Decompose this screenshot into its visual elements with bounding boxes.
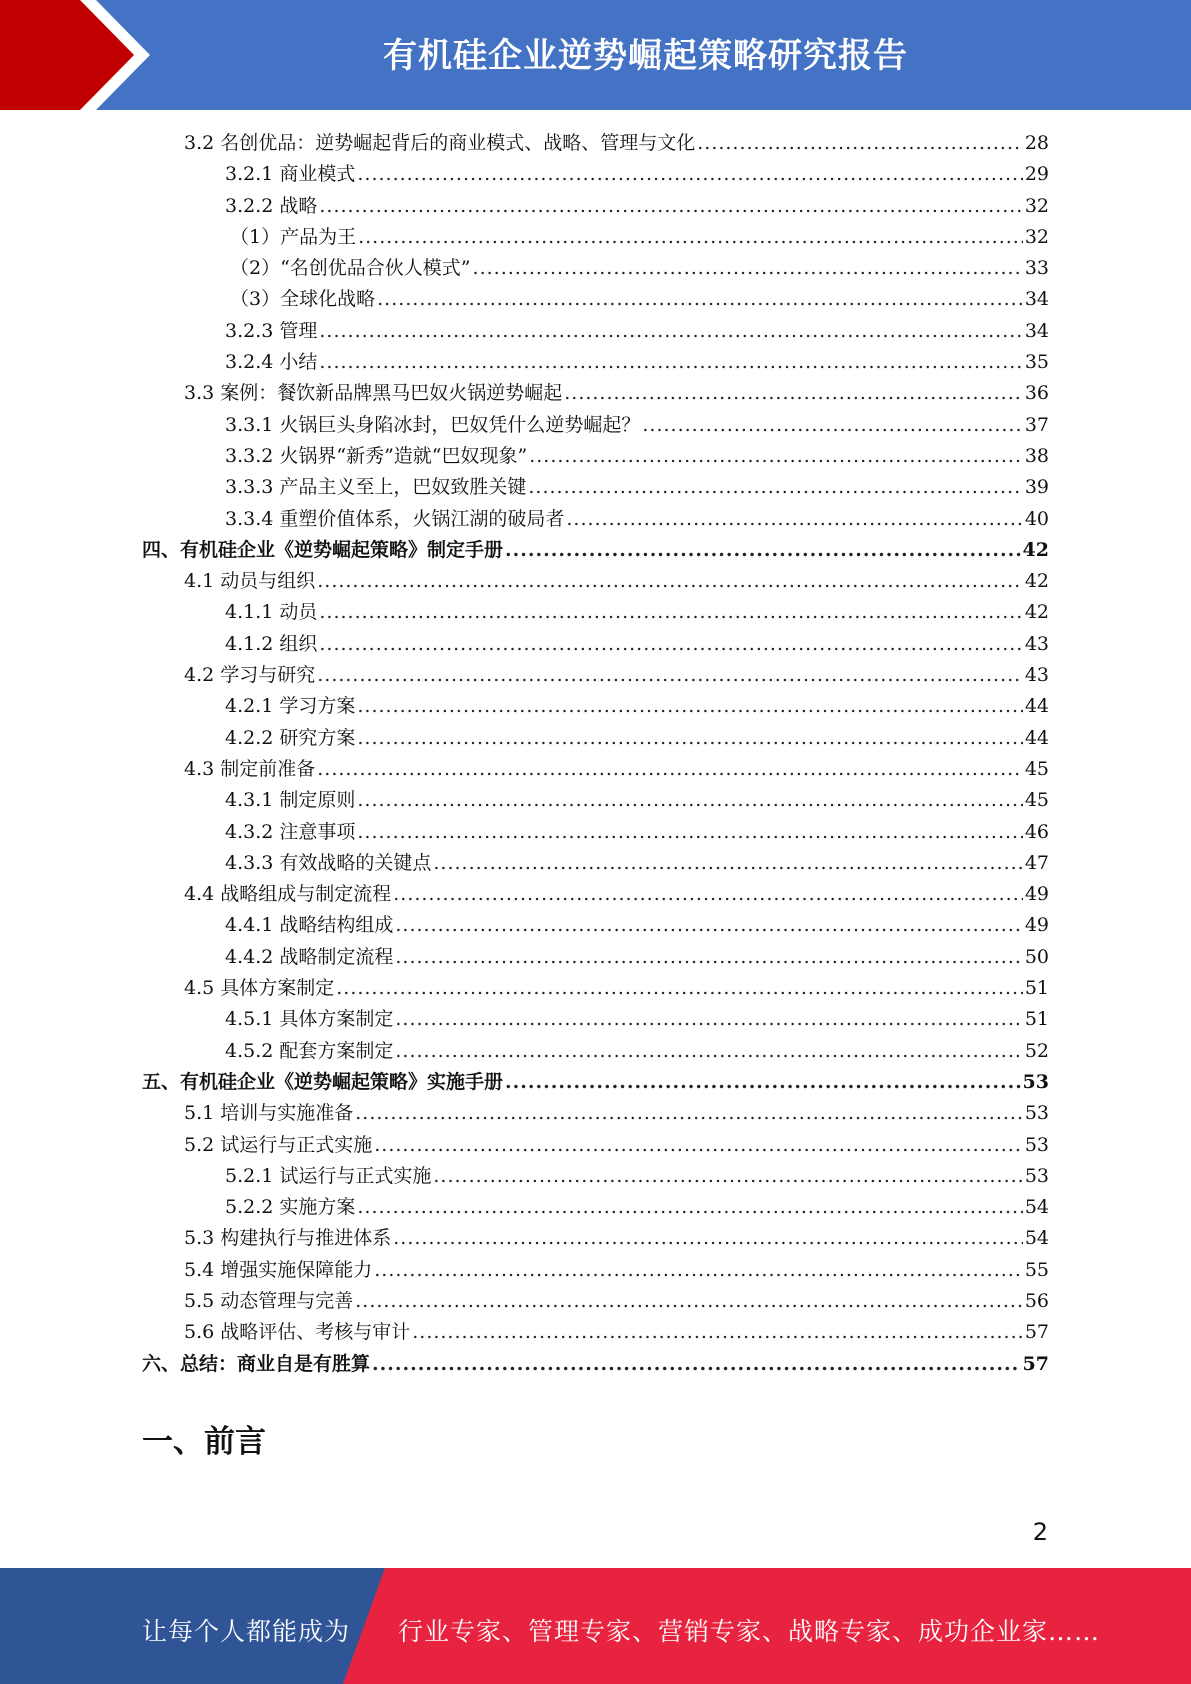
toc-dot-leader <box>395 910 1022 941</box>
toc-dot-leader <box>319 316 1022 347</box>
toc-entry-title: 有效战略的关键点 <box>279 851 432 874</box>
toc-entry-page: 52 <box>1024 1039 1049 1062</box>
toc-entry-page: 53 <box>1022 1070 1049 1093</box>
toc-dot-leader <box>317 566 1023 597</box>
toc-dot-leader <box>393 1223 1023 1254</box>
toc-entry-page: 29 <box>1024 163 1049 186</box>
toc-dot-leader <box>357 723 1022 754</box>
toc-entry-title: 火锅界“新秀”造就“巴奴现象” <box>279 444 528 467</box>
toc-dot-leader <box>336 973 1023 1004</box>
toc-entry-page: 42 <box>1024 570 1049 593</box>
toc-entry-page: 28 <box>1024 132 1049 154</box>
toc-entry-number: 5.2 <box>184 1133 215 1156</box>
toc-entry-page: 32 <box>1024 225 1049 248</box>
toc-dot-leader <box>357 785 1022 816</box>
toc-entry-number: 3.2.4 <box>225 351 274 374</box>
toc-entry[interactable] <box>142 597 1049 628</box>
toc-entry-number: 3.3.4 <box>225 507 274 530</box>
toc-entry-number: 3.2 <box>184 132 215 154</box>
toc-entry-title: 试运行与正式实施 <box>279 1164 432 1187</box>
toc-entry[interactable] <box>142 1067 1049 1098</box>
toc-entry-title: 组织 <box>279 632 318 655</box>
toc-entry[interactable] <box>142 504 1049 535</box>
toc-entry[interactable] <box>142 1130 1049 1161</box>
toc-entry[interactable] <box>142 1286 1049 1317</box>
toc-entry-page: 44 <box>1024 726 1049 749</box>
toc-entry-number: 4.1.2 <box>225 632 274 655</box>
toc-entry-number: 3.2.1 <box>225 163 274 186</box>
toc-dot-leader <box>357 817 1022 848</box>
table-of-contents <box>142 128 1049 1380</box>
footer-slogan-right: 行业专家、管理专家、营销专家、战略专家、成功企业家…… <box>398 1617 1101 1646</box>
toc-entry-page: 34 <box>1024 288 1049 311</box>
toc-entry-title: 培训与实施准备 <box>220 1102 354 1125</box>
toc-dot-leader <box>372 1349 1021 1380</box>
toc-entry[interactable] <box>142 253 1049 284</box>
toc-entry-page: 36 <box>1024 382 1049 405</box>
toc-entry[interactable] <box>142 441 1049 472</box>
toc-entry[interactable] <box>142 691 1049 722</box>
toc-entry[interactable] <box>142 191 1049 222</box>
toc-entry-page: 51 <box>1024 1008 1049 1031</box>
toc-entry-number: 4.1 <box>184 570 215 593</box>
report-title: 有机硅企业逆势崛起策略研究报告 <box>383 36 908 76</box>
toc-entry-number: 4.5.2 <box>225 1039 274 1062</box>
toc-entry-title: 注意事项 <box>279 820 356 843</box>
toc-entry-page: 56 <box>1024 1289 1049 1312</box>
toc-entry-title: 管理 <box>279 319 318 342</box>
toc-dot-leader <box>355 1098 1023 1129</box>
toc-entry-number: 4.5.1 <box>225 1008 274 1031</box>
toc-entry-title: 五、有机硅企业《逆势崛起策略》实施手册 <box>142 1070 504 1093</box>
toc-entry[interactable] <box>142 566 1049 597</box>
toc-entry-page: 38 <box>1024 444 1049 467</box>
toc-dot-leader <box>358 222 1023 253</box>
toc-entry[interactable] <box>142 660 1049 691</box>
toc-entry-number: 5.4 <box>184 1258 215 1281</box>
toc-entry[interactable] <box>142 472 1049 503</box>
toc-entry-number: 3.2.2 <box>225 194 274 217</box>
toc-dot-leader <box>319 629 1022 660</box>
toc-entry[interactable] <box>142 284 1049 315</box>
toc-dot-leader <box>355 1286 1023 1317</box>
toc-entry-page: 57 <box>1024 1321 1049 1344</box>
toc-entry-page: 57 <box>1022 1352 1049 1375</box>
toc-entry-number: 3.3.3 <box>225 476 274 499</box>
toc-entry-page: 49 <box>1024 883 1049 906</box>
toc-entry-number: 3.3 <box>184 382 215 405</box>
toc-dot-leader <box>377 284 1023 315</box>
section-heading: 一、前言 <box>142 1424 266 1460</box>
toc-entry-page: 33 <box>1024 257 1049 280</box>
toc-dot-leader <box>433 848 1022 879</box>
toc-entry-number: 5.6 <box>184 1321 215 1344</box>
toc-entry-title: 小结 <box>279 351 318 374</box>
toc-entry-page: 54 <box>1024 1196 1049 1219</box>
toc-entry-page: 55 <box>1024 1258 1049 1281</box>
toc-entry-title: 战略 <box>279 194 318 217</box>
toc-entry-page: 45 <box>1024 789 1049 812</box>
toc-dot-leader <box>357 1192 1022 1223</box>
toc-dot-leader <box>529 441 1023 472</box>
toc-entry[interactable] <box>142 785 1049 816</box>
toc-entry-number: 4.3.1 <box>225 789 274 812</box>
toc-entry-number: 5.1 <box>184 1102 215 1125</box>
toc-entry[interactable] <box>142 1098 1049 1129</box>
toc-entry[interactable] <box>142 723 1049 754</box>
toc-dot-leader <box>374 1130 1023 1161</box>
toc-entry-page: 51 <box>1024 977 1049 1000</box>
toc-entry-number: 4.3.3 <box>225 851 274 874</box>
toc-entry-number: 4.5 <box>184 977 215 1000</box>
toc-entry[interactable] <box>142 1223 1049 1254</box>
toc-entry-title: 学习方案 <box>279 695 356 718</box>
toc-entry-page: 34 <box>1024 319 1049 342</box>
toc-entry-page: 32 <box>1024 194 1049 217</box>
toc-entry-title: 动态管理与完善 <box>220 1289 354 1312</box>
toc-entry-number: 3.3.2 <box>225 444 274 467</box>
toc-entry-title: 名创优品：逆势崛起背后的商业模式、战略、管理与文化 <box>220 132 696 154</box>
toc-entry-title: 战略结构组成 <box>279 914 394 937</box>
toc-dot-leader <box>395 1036 1022 1067</box>
toc-entry-page: 50 <box>1024 945 1049 968</box>
toc-entry-title: （3）全球化战略 <box>230 288 376 311</box>
toc-entry-title: 战略组成与制定流程 <box>220 883 392 906</box>
toc-entry[interactable] <box>142 378 1049 409</box>
toc-entry-number: 3.3.1 <box>225 413 274 436</box>
toc-entry-number: 4.4 <box>184 883 215 906</box>
toc-entry-title: 学习与研究 <box>220 664 316 687</box>
toc-dot-leader <box>317 754 1023 785</box>
toc-entry[interactable] <box>142 159 1049 190</box>
toc-entry-title: 火锅巨头身陷冰封，巴奴凭什么逆势崛起？ <box>279 413 641 436</box>
toc-entry-title: 具体方案制定 <box>220 977 335 1000</box>
toc-entry-title: 制定前准备 <box>220 757 316 780</box>
toc-entry-page: 53 <box>1024 1133 1049 1156</box>
toc-entry[interactable] <box>142 1317 1049 1348</box>
toc-entry[interactable] <box>142 222 1049 253</box>
toc-entry-title: （2）“名创优品合伙人模式” <box>230 257 471 280</box>
toc-dot-leader <box>412 1317 1023 1348</box>
toc-dot-leader <box>566 504 1022 535</box>
toc-entry[interactable] <box>142 629 1049 660</box>
toc-entry-number: 4.2.1 <box>225 695 274 718</box>
toc-dot-leader <box>319 597 1022 628</box>
toc-entry[interactable] <box>142 879 1049 910</box>
toc-dot-leader <box>528 472 1022 503</box>
toc-dot-leader <box>505 535 1021 566</box>
toc-entry[interactable] <box>142 848 1049 879</box>
toc-entry[interactable] <box>142 1161 1049 1192</box>
toc-entry[interactable] <box>142 1036 1049 1067</box>
toc-dot-leader <box>564 378 1023 409</box>
toc-entry-page: 40 <box>1024 507 1049 530</box>
toc-entry-page: 42 <box>1022 538 1049 561</box>
toc-entry-title: 配套方案制定 <box>279 1039 394 1062</box>
toc-dot-leader <box>393 879 1023 910</box>
toc-entry[interactable] <box>142 910 1049 941</box>
toc-entry-title: 战略制定流程 <box>279 945 394 968</box>
toc-entry[interactable] <box>142 754 1049 785</box>
toc-entry-title: 动员与组织 <box>220 570 316 593</box>
toc-entry-page: 49 <box>1024 914 1049 937</box>
toc-entry-number: 5.2.1 <box>225 1164 274 1187</box>
toc-entry[interactable] <box>142 817 1049 848</box>
toc-dot-leader <box>505 1067 1021 1098</box>
toc-entry-title: 动员 <box>279 601 318 624</box>
toc-entry-page: 44 <box>1024 695 1049 718</box>
toc-entry[interactable] <box>142 973 1049 1004</box>
toc-entry-title: 实施方案 <box>279 1196 356 1219</box>
toc-dot-leader <box>357 691 1022 722</box>
toc-dot-leader <box>473 253 1023 284</box>
toc-entry-title: 构建执行与推进体系 <box>220 1227 392 1250</box>
toc-entry[interactable] <box>142 410 1049 441</box>
toc-entry-title: 六、总结：商业自是有胜算 <box>142 1352 371 1375</box>
toc-dot-leader <box>395 942 1022 973</box>
toc-entry-title: 研究方案 <box>279 726 356 749</box>
page-number: 2 <box>1032 1518 1048 1546</box>
toc-entry-number: 5.5 <box>184 1289 215 1312</box>
toc-entry-page: 37 <box>1024 413 1049 436</box>
toc-entry-page: 43 <box>1024 632 1049 655</box>
toc-entry-number: 4.4.2 <box>225 945 274 968</box>
toc-dot-leader <box>317 660 1023 691</box>
toc-entry-number: 3.2.3 <box>225 319 274 342</box>
toc-dot-leader <box>374 1255 1023 1286</box>
toc-entry-title: 制定原则 <box>279 789 356 812</box>
toc-entry-title: 商业模式 <box>279 163 356 186</box>
toc-entry-page: 43 <box>1024 664 1049 687</box>
toc-entry[interactable] <box>142 535 1049 566</box>
toc-entry-page: 35 <box>1024 351 1049 374</box>
toc-entry-page: 45 <box>1024 757 1049 780</box>
toc-entry-number: 4.1.1 <box>225 601 274 624</box>
toc-dot-leader <box>433 1161 1022 1192</box>
toc-entry-title: 产品主义至上，巴奴致胜关键 <box>279 476 527 499</box>
toc-entry-title: 案例：餐饮新品牌黑马巴奴火锅逆势崛起 <box>220 382 563 405</box>
toc-entry-page: 53 <box>1024 1102 1049 1125</box>
toc-entry-number: 4.2.2 <box>225 726 274 749</box>
toc-dot-leader <box>357 159 1022 190</box>
footer-slogan-left: 让每个人都能成为 <box>142 1617 351 1646</box>
toc-entry[interactable] <box>142 347 1049 378</box>
toc-dot-leader <box>319 347 1022 378</box>
toc-entry-title: 增强实施保障能力 <box>220 1258 373 1281</box>
toc-entry-page: 53 <box>1024 1164 1049 1187</box>
toc-entry-page: 39 <box>1024 476 1049 499</box>
toc-dot-leader <box>395 1004 1022 1035</box>
toc-entry[interactable] <box>142 128 1049 159</box>
toc-entry-number: 4.2 <box>184 664 215 687</box>
toc-entry-number: 4.3 <box>184 757 215 780</box>
toc-entry-title: 重塑价值体系，火锅江湖的破局者 <box>279 507 565 530</box>
toc-entry-number: 5.2.2 <box>225 1196 274 1219</box>
toc-entry-title: 四、有机硅企业《逆势崛起策略》制定手册 <box>142 538 504 561</box>
toc-entry-page: 42 <box>1024 601 1049 624</box>
toc-entry-title: 战略评估、考核与审计 <box>220 1321 411 1344</box>
toc-entry-number: 5.3 <box>184 1227 215 1250</box>
toc-entry[interactable] <box>142 1004 1049 1035</box>
toc-dot-leader <box>642 410 1022 441</box>
toc-entry-title: 试运行与正式实施 <box>220 1133 373 1156</box>
toc-entry-number: 4.3.2 <box>225 820 274 843</box>
toc-entry-number: 4.4.1 <box>225 914 274 937</box>
toc-entry-title: （1）产品为王 <box>230 225 357 248</box>
toc-entry-title: 具体方案制定 <box>279 1008 394 1031</box>
toc-entry[interactable] <box>142 1192 1049 1223</box>
toc-entry[interactable] <box>142 1255 1049 1286</box>
toc-entry[interactable] <box>142 316 1049 347</box>
toc-entry[interactable] <box>142 1349 1049 1380</box>
toc-entry-page: 47 <box>1024 851 1049 874</box>
toc-entry[interactable] <box>142 942 1049 973</box>
toc-entry-page: 54 <box>1024 1227 1049 1250</box>
toc-entry-page: 46 <box>1024 820 1049 843</box>
toc-dot-leader <box>697 128 1023 159</box>
toc-dot-leader <box>319 191 1022 222</box>
